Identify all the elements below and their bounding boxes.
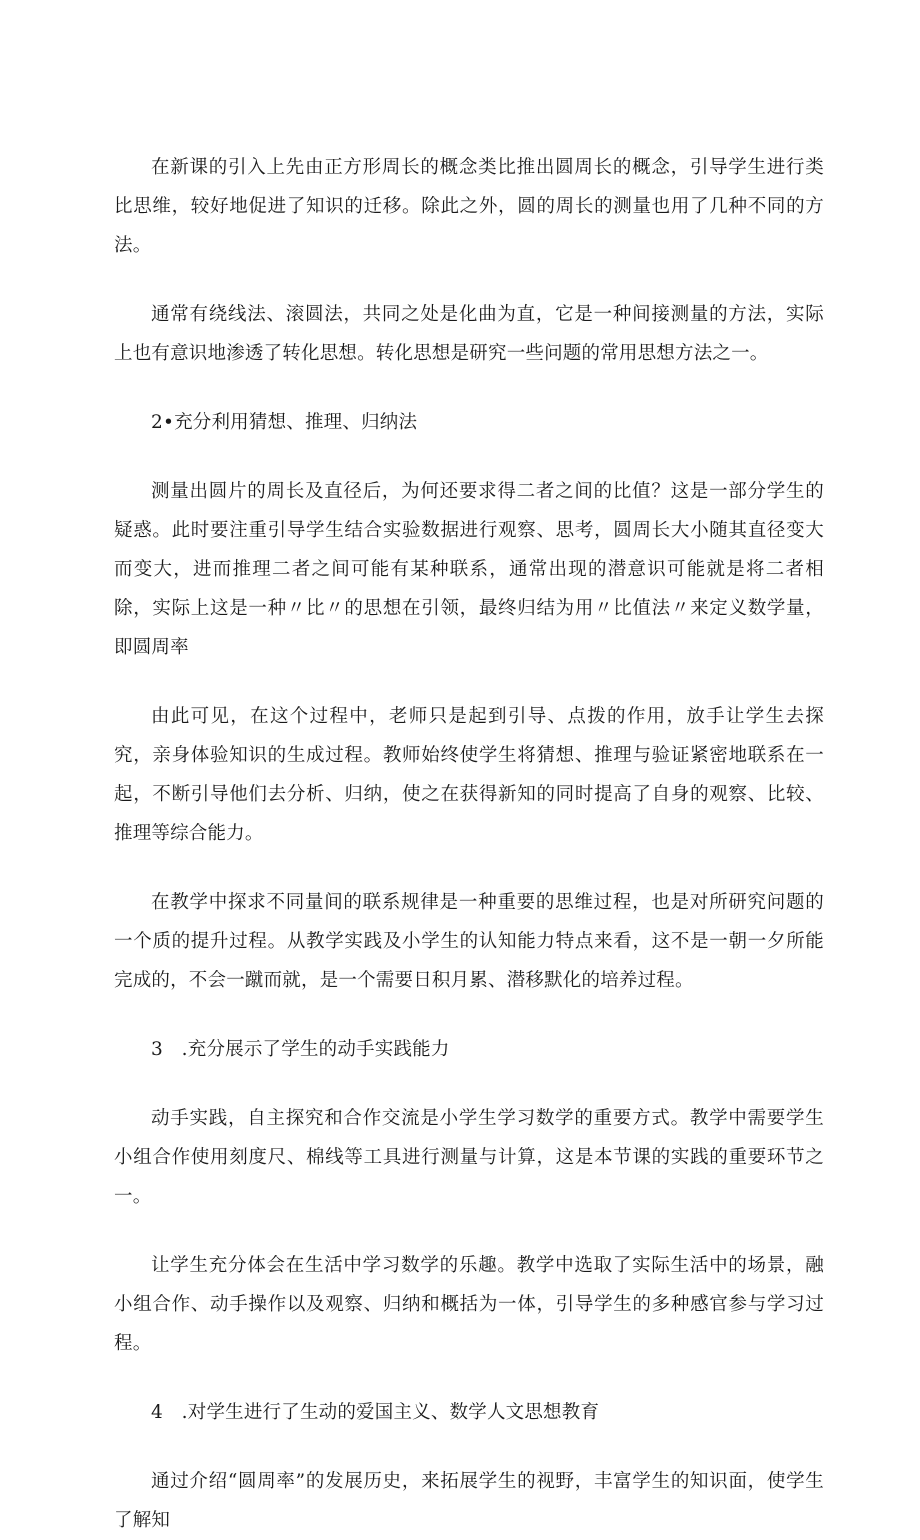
section-heading-3: 3 .充分展示了学生的动手实践能力 xyxy=(151,1039,450,1060)
paragraph-pi-history: 通过介绍“圆周率”的发展历史，来拓展学生的视野，丰富学生的知识面，使学生了解知 xyxy=(114,1471,824,1531)
paragraph-ratio-reasoning: 测量出圆片的周长及直径后，为何还要求得二者之间的比值？这是一部分学生的疑惑。此时要注重引导学生结合实验数据进行观察、思考，圆周长大小随其直径变大而变大，进而推理二者之间可能有某种联系，通常出现的潜意识可能就是将二者相除，实际上这是一种〃比〃的思想在引领，最终归结为用〃比值法〃来定义数学量，即圆周率 xyxy=(114,481,824,658)
paragraph-thinking-process: 在教学中探求不同量间的联系规律是一种重要的思维过程，也是对所研究问题的一个质的提升过程。从教学实践及小学生的认知能力特点来看，这不是一朝一夕所能完成的，不会一蹴而就，是一个需要日积月累、潜移默化的培养过程。 xyxy=(114,892,824,991)
section-heading-4: 4 .对学生进行了生动的爱国主义、数学人文思想教育 xyxy=(151,1402,600,1423)
paragraph-learning-joy: 让学生充分体会在生活中学习数学的乐趣。教学中选取了实际生活中的场景，融小组合作、动手操作以及观察、归纳和概括为一体，引导学生的多种感官参与学习过程。 xyxy=(114,1255,824,1354)
paragraph-hands-on-practice: 动手实践，自主探究和合作交流是小学生学习数学的重要方式。教学中需要学生小组合作使用刻度尺、棉线等工具进行测量与计算，这是本节课的实践的重要环节之一。 xyxy=(114,1108,824,1207)
paragraph-intro-analogy: 在新课的引入上先由正方形周长的概念类比推出圆周长的概念，引导学生进行类比思维，较好地促进了知识的迁移。除此之外，圆的周长的测量也用了几种不同的方法。 xyxy=(114,157,824,256)
section-heading-2: 2•充分利用猜想、推理、归纳法 xyxy=(151,412,418,433)
paragraph-measurement-methods: 通常有绕线法、滚圆法，共同之处是化曲为直，它是一种间接测量的方法，实际上也有意识地渗透了转化思想。转化思想是研究一些问题的常用思想方法之一。 xyxy=(114,304,824,364)
paragraph-teacher-guidance: 由此可见，在这个过程中，老师只是起到引导、点拨的作用，放手让学生去探究，亲身体验知识的生成过程。教师始终使学生将猜想、推理与验证紧密地联系在一起，不断引导他们去分析、归纳，使之在获得新知的同时提高了自身的观察、比较、推理等综合能力。 xyxy=(114,706,824,844)
